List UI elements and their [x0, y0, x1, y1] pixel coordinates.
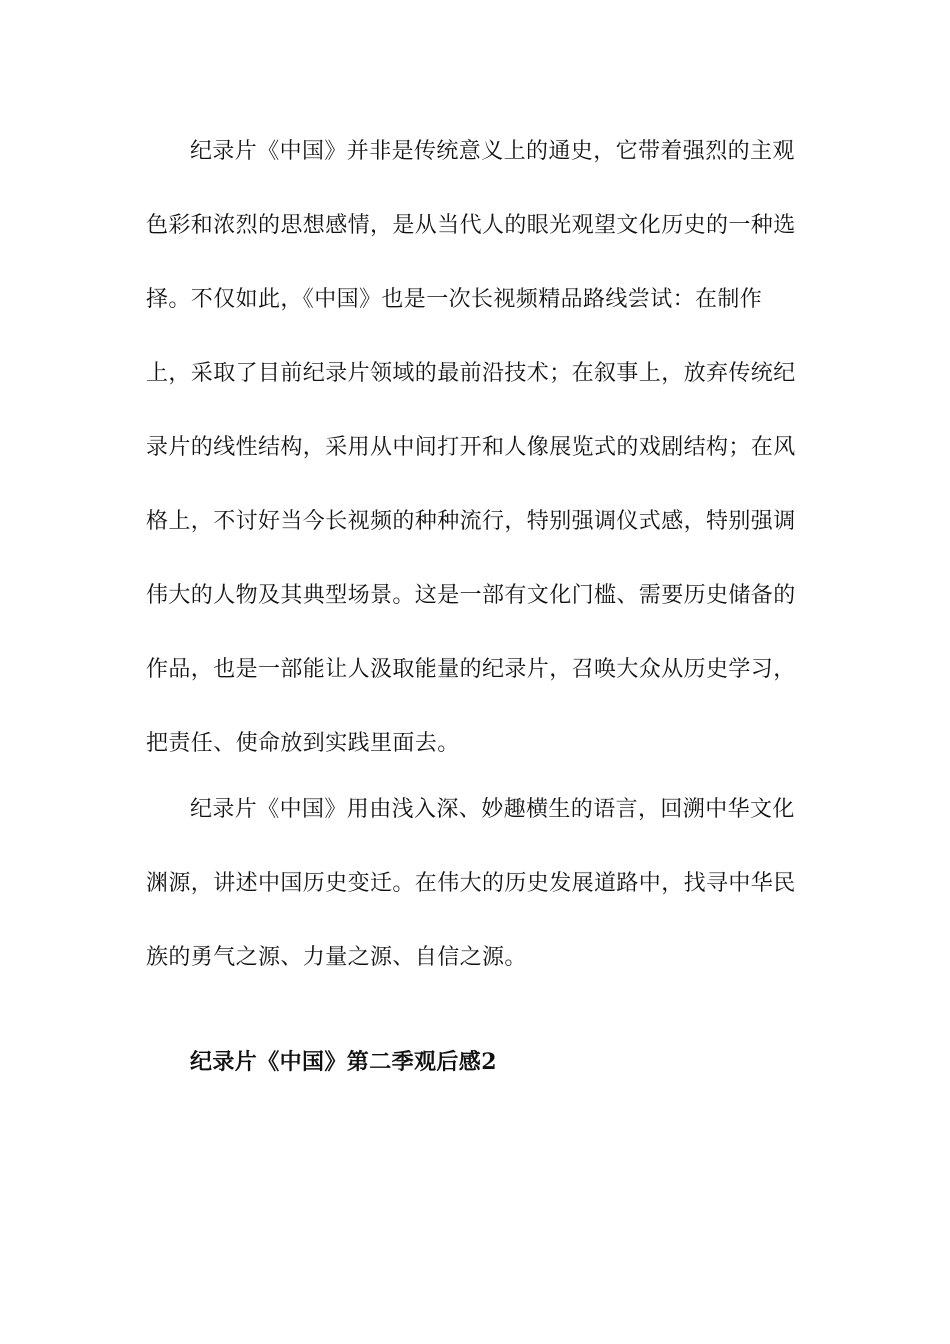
- paragraph-1-line-4: 上，采取了目前纪录片领域的最前沿技术；在叙事上，放弃传统纪: [146, 361, 796, 386]
- section-heading: 纪录片《中国》第二季观后感2: [190, 1049, 497, 1075]
- paragraph-2-line-3: 族的勇气之源、力量之源、自信之源。: [146, 945, 527, 970]
- paragraph-1-line-3: 择。不仅如此，《中国》也是一次长视频精品路线尝试：在制作: [146, 287, 763, 312]
- paragraph-1-line-8: 作品，也是一部能让人汲取能量的纪录片，召唤大众从历史学习，: [146, 657, 796, 682]
- paragraph-1-line-9: 把责任、使命放到实践里面去。: [146, 731, 460, 756]
- paragraph-1-line-2: 色彩和浓烈的思想感情，是从当代人的眼光观望文化历史的一种选: [146, 213, 796, 238]
- paragraph-1-line-5: 录片的线性结构，采用从中间打开和人像展览式的戏剧结构；在风: [146, 435, 796, 460]
- paragraph-1-line-6: 格上，不讨好当今长视频的种种流行，特别强调仪式感，特别强调: [146, 509, 796, 534]
- paragraph-2-line-1: 纪录片《中国》用由浅入深、妙趣横生的语言，回溯中华文化: [190, 797, 795, 822]
- paragraph-1-line-7: 伟大的人物及其典型场景。这是一部有文化门槛、需要历史储备的: [146, 583, 796, 608]
- paragraph-1-line-1: 纪录片《中国》并非是传统意义上的通史，它带着强烈的主观: [190, 139, 795, 164]
- paragraph-2-line-2: 渊源，讲述中国历史变迁。在伟大的历史发展道路中，找寻中华民: [146, 871, 796, 896]
